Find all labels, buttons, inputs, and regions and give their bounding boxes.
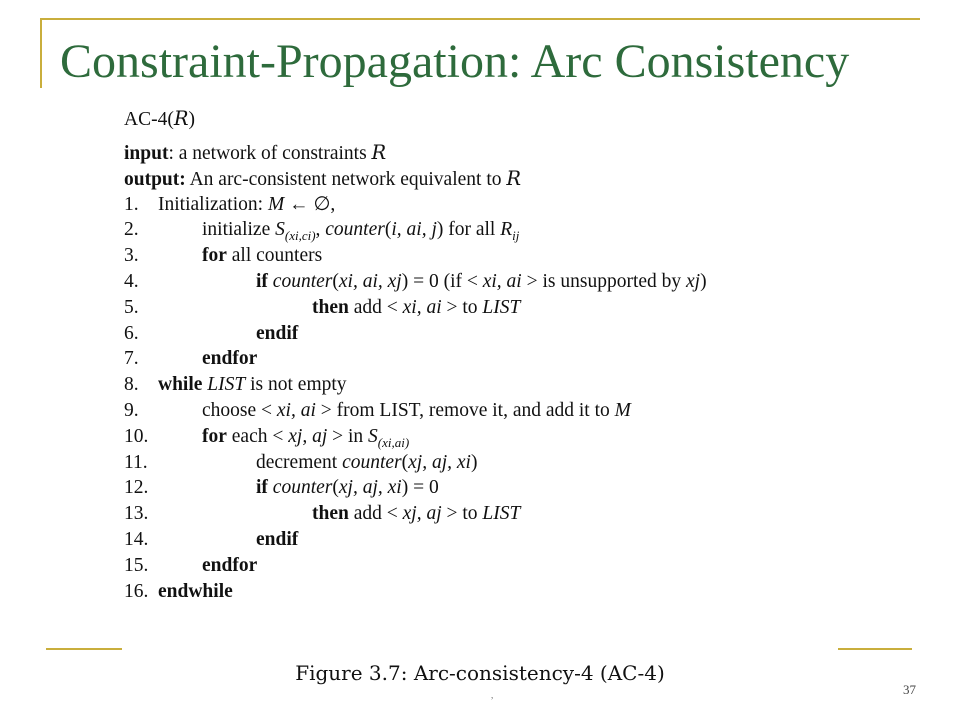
text-run: (: [332, 477, 339, 499]
algorithm-line: [124, 192, 864, 218]
algorithm-line: [124, 295, 864, 321]
algorithm-line: [124, 553, 864, 579]
math-run: counter: [272, 477, 333, 499]
math-run: R: [506, 166, 522, 190]
algorithm-name-prefix: AC-4(: [124, 109, 174, 130]
line-number: 7.: [124, 348, 139, 370]
text-run: (: [401, 451, 409, 473]
algorithm-line: [124, 166, 864, 192]
line-number: 5.: [124, 296, 139, 318]
line-content: [124, 143, 386, 164]
algorithm-line: [124, 501, 864, 527]
math-run: M: [614, 399, 631, 421]
math-run: i, ai, j: [391, 219, 437, 241]
line-content: [256, 527, 298, 553]
line-number: 3.: [124, 245, 139, 267]
line-number: 9.: [124, 399, 139, 421]
line-content: [256, 269, 707, 295]
math-run: xj, aj: [402, 503, 442, 525]
keyword: then: [312, 503, 349, 525]
algorithm-line: [124, 527, 864, 553]
text-run: ) = 0: [401, 477, 439, 499]
math-run: xi, ai, xj: [338, 270, 402, 292]
line-content: [256, 475, 439, 501]
line-number: 16.: [124, 580, 149, 602]
line-number: 11.: [124, 451, 148, 473]
text-run: ,: [315, 219, 326, 241]
line-content: [312, 501, 520, 527]
slide-title: Constraint-Propagation: Arc Consistency: [60, 35, 850, 88]
text-run: (: [332, 270, 339, 292]
text-run: choose <: [202, 399, 277, 421]
line-number: 4.: [124, 270, 139, 292]
frame-bottom-left-line: [46, 648, 122, 650]
keyword: if: [256, 477, 268, 499]
algorithm-line: [124, 321, 864, 347]
math-run: R: [500, 219, 513, 241]
text-run: An arc-consistent network equivalent to: [185, 168, 507, 190]
math-run: counter: [272, 270, 333, 292]
math-run: M: [267, 193, 285, 215]
algorithm-line: [124, 140, 864, 166]
algorithm-line: [124, 579, 864, 605]
text-run: add <: [348, 296, 403, 318]
algorithm-name: [124, 106, 864, 132]
algorithm-line: [124, 269, 864, 295]
line-number: 8.: [124, 374, 139, 396]
line-number: 10.: [124, 425, 149, 447]
keyword: if: [256, 270, 268, 292]
keyword: endfor: [202, 554, 258, 576]
line-content: [256, 450, 477, 476]
math-run: counter: [342, 451, 402, 473]
keyword: for: [202, 245, 227, 267]
math-run: S: [368, 425, 378, 447]
math-run: S: [275, 219, 285, 241]
text-run: ): [470, 451, 478, 473]
keyword: input: [124, 143, 169, 164]
line-number: 12.: [124, 477, 149, 499]
line-number: 15.: [124, 554, 149, 576]
text-run: (: [384, 219, 392, 241]
math-run: LIST: [482, 296, 521, 318]
math-run: (xi,ci): [284, 228, 316, 244]
algorithm-line: [124, 372, 864, 398]
math-run: (xi,ai): [377, 434, 410, 450]
algorithm-lines: [124, 140, 864, 604]
text-run: > from LIST, remove it, and add it to: [315, 399, 615, 421]
keyword: then: [312, 296, 349, 318]
line-content: [202, 553, 257, 579]
math-run: xi, ai: [276, 399, 316, 421]
line-content: [124, 166, 522, 190]
text-run: ) = 0 (if <: [401, 270, 483, 292]
math-run: xj, aj, xi: [408, 451, 471, 473]
algorithm-line: [124, 243, 864, 269]
text-run: : a network of constraints: [168, 143, 372, 164]
line-number: 2.: [124, 219, 139, 241]
text-run: > to: [441, 296, 483, 318]
algorithm-line: [124, 346, 864, 372]
text-run: ) for all: [436, 219, 501, 241]
math-run: xi, ai: [402, 296, 442, 318]
stray-mark: ,: [491, 690, 494, 700]
page-number: 37: [903, 682, 916, 697]
text-run: > in: [327, 425, 369, 447]
text-run: > to: [441, 503, 483, 525]
math-run: ij: [512, 228, 520, 244]
algorithm-line: [124, 475, 864, 501]
text-run: > is unsupported by: [521, 270, 687, 292]
algorithm-name-symbol: R: [173, 107, 189, 130]
keyword: while: [158, 374, 203, 396]
math-run: R: [371, 141, 387, 164]
keyword: endif: [256, 528, 299, 550]
text-run: ): [700, 270, 707, 292]
text-run: initialize: [202, 219, 276, 241]
line-number: 13.: [124, 503, 149, 525]
text-run: each <: [226, 425, 289, 447]
frame-top-line: [40, 18, 920, 20]
text-run: Initialization:: [158, 193, 268, 215]
text-run: ← ∅,: [284, 193, 336, 215]
keyword: for: [202, 425, 227, 447]
algorithm-line: [124, 424, 864, 450]
line-content: [158, 581, 233, 602]
line-number: 1.: [124, 193, 139, 215]
line-content: [256, 321, 298, 347]
math-run: LIST: [482, 503, 521, 525]
line-content: [312, 295, 520, 321]
keyword: endfor: [202, 348, 258, 370]
line-content: [158, 374, 347, 395]
algorithm-line: [124, 450, 864, 476]
math-run: LIST: [207, 374, 246, 396]
line-content: [158, 194, 335, 215]
frame-bottom-right-line: [838, 648, 912, 650]
keyword: endif: [256, 322, 299, 344]
math-run: xj, aj, xi: [338, 477, 402, 499]
algorithm-line: [124, 398, 864, 424]
math-run: counter: [325, 219, 385, 241]
frame-left-line: [40, 18, 42, 88]
text-run: is not empty: [245, 374, 347, 396]
algorithm-name-suffix: ): [188, 109, 196, 130]
algorithm-block: [124, 106, 864, 604]
math-run: xj: [686, 270, 701, 292]
text-run: all counters: [226, 245, 323, 267]
figure-caption: Figure 3.7: Arc-consistency-4 (AC-4): [295, 661, 665, 685]
algorithm-line: [124, 217, 864, 243]
line-number: 6.: [124, 322, 139, 344]
keyword: endwhile: [158, 580, 233, 602]
line-number: 14.: [124, 528, 149, 550]
keyword: output:: [124, 168, 186, 190]
text-run: decrement: [256, 451, 343, 473]
math-run: xi, ai: [482, 270, 522, 292]
line-content: [202, 398, 631, 424]
text-run: add <: [348, 503, 403, 525]
math-run: xj, aj: [288, 425, 328, 447]
line-content: [202, 243, 322, 269]
line-content: [202, 346, 257, 372]
